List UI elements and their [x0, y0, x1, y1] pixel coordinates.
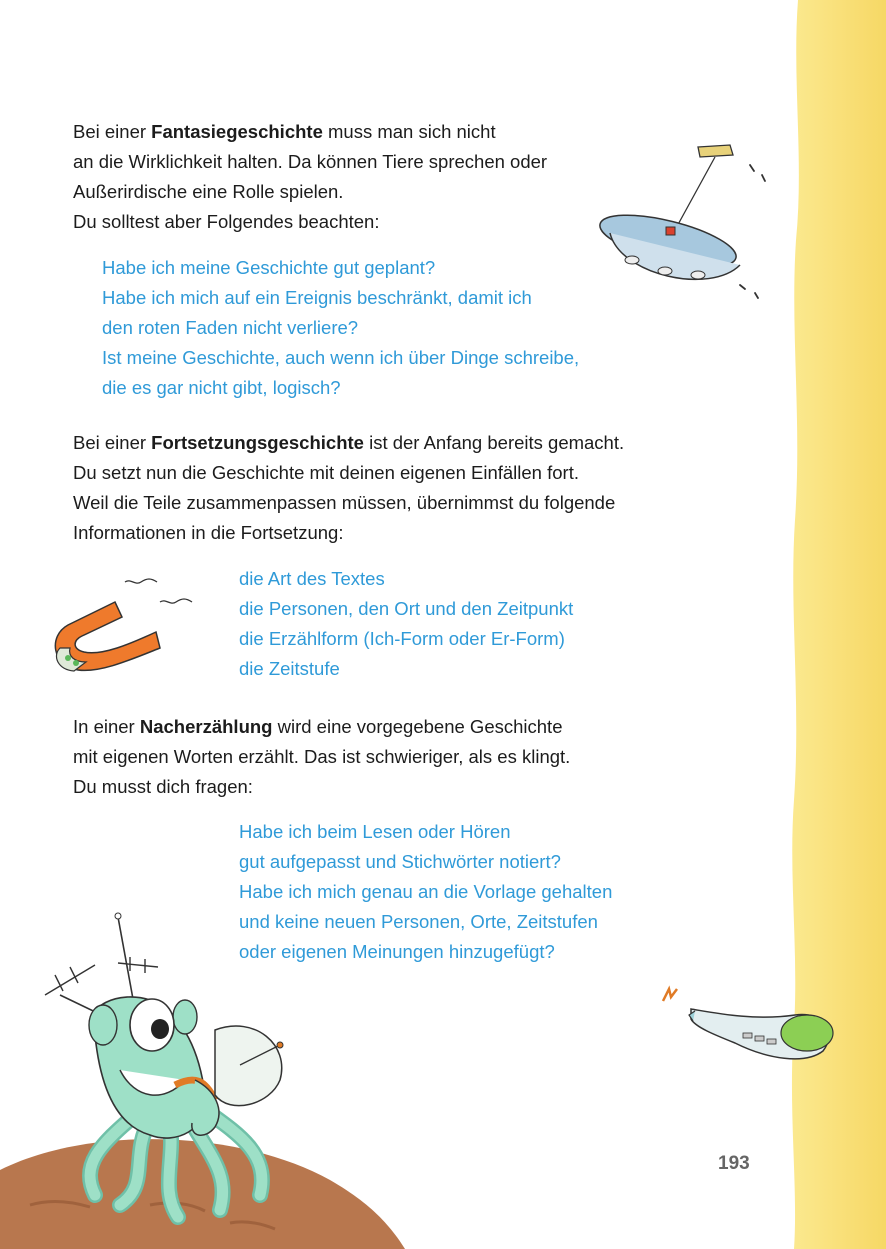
text-line: Du setzt nun die Geschichte mit deinen eigenen Einfällen fort.: [73, 462, 579, 483]
question-line: gut aufgepasst und Stichwörter notiert?: [239, 851, 561, 872]
continuation-paragraph: [73, 428, 624, 548]
text-line: mit eigenen Worten erzählt. Das ist schwieriger, als es klingt.: [73, 746, 571, 767]
question-line: oder eigenen Meinungen hinzugefügt?: [239, 941, 555, 962]
text-line: Außerirdische eine Rolle spielen.: [73, 181, 344, 202]
question-line: Habe ich beim Lesen oder Hören: [239, 821, 511, 842]
continuation-list: [239, 564, 573, 684]
alien-icon: [0, 905, 420, 1249]
list-item: die Erzählform (Ich-Form oder Er-Form): [239, 628, 565, 649]
question-line: und keine neuen Personen, Orte, Zeitstufen: [239, 911, 598, 932]
text-line: Bei einer Fantasiegeschichte muss man sich nicht: [73, 121, 496, 142]
list-item: die Personen, den Ort und den Zeitpunkt: [239, 598, 574, 619]
text-line: Du musst dich fragen:: [73, 776, 253, 797]
question-line: Ist meine Geschichte, auch wenn ich über Dinge schreibe,: [102, 347, 580, 368]
text-line: Bei einer Fortsetzungsgeschichte ist der Anfang bereits gemacht.: [73, 432, 625, 453]
page-number: 193: [718, 1153, 750, 1174]
fantasy-paragraph: [73, 117, 547, 237]
fantasy-questions: [102, 253, 579, 403]
text-line: Du solltest aber Folgendes beachten:: [73, 211, 380, 232]
magnet-icon: [40, 570, 205, 685]
list-item: die Zeitstufe: [239, 658, 340, 679]
question-line: Habe ich mich genau an die Vorlage gehalten: [239, 881, 613, 902]
text-line: Weil die Teile zusammenpassen müssen, übernimmst du folgende: [73, 492, 616, 513]
flying-saucer-icon: [590, 135, 780, 310]
list-item: die Art des Textes: [239, 568, 385, 589]
question-line: den roten Faden nicht verliere?: [102, 317, 359, 338]
text-line: Informationen in die Fortsetzung:: [73, 522, 344, 543]
question-line: Habe ich mich auf ein Ereignis beschränkt, damit ich: [102, 287, 532, 308]
retelling-paragraph: [73, 712, 570, 802]
question-line: die es gar nicht gibt, logisch?: [102, 377, 341, 398]
text-line: an die Wirklichkeit halten. Da können Tiere sprechen oder: [73, 151, 548, 172]
question-line: Habe ich meine Geschichte gut geplant?: [102, 257, 436, 278]
space-gadget-icon: [655, 985, 840, 1065]
text-line: In einer Nacherzählung wird eine vorgegebene Geschichte: [73, 716, 563, 737]
